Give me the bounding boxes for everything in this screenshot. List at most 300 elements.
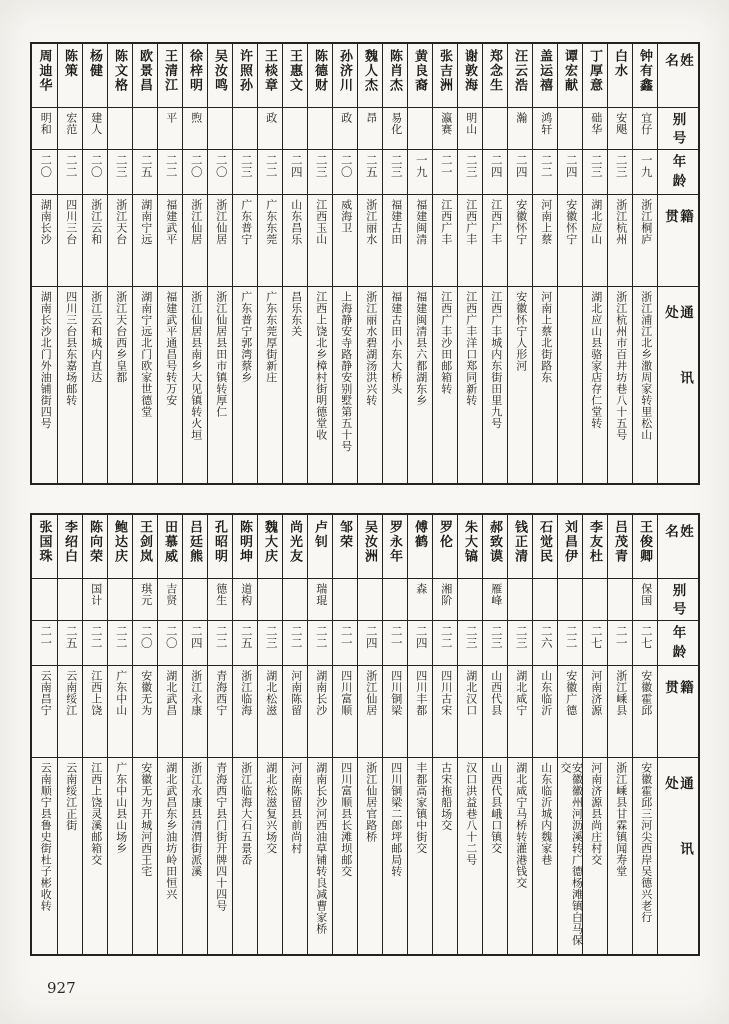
person-address-cell [58,287,82,483]
person-alias: 建人 [89,112,102,135]
person-address-cell [83,758,107,954]
person-age-cell [258,621,282,666]
column-header-age-cell [658,150,698,195]
person-alias: 琪元 [139,583,152,606]
column-header-alias-cell [658,108,698,150]
person-name: 朱大镐 [463,520,478,564]
person-age: 二三 [464,154,477,178]
person-column [357,515,382,954]
person-age-cell [158,621,182,666]
person-alias: 明和 [39,112,52,135]
column-header-name-label: 姓名 [663,524,693,552]
person-age: 二〇 [139,625,152,649]
person-name-cell [508,44,532,108]
person-address: 湖北松滋复兴场交 [264,762,277,854]
person-origin: 广东中山 [114,670,127,716]
person-address-cell [32,287,57,483]
person-name-cell [83,515,107,579]
person-age: 二三 [464,625,477,649]
person-column [282,515,307,954]
person-column [582,515,607,954]
person-age: 二二 [564,625,577,649]
person-column [432,44,457,483]
person-name: 钱正清 [513,520,528,564]
person-age-cell [58,621,82,666]
person-address: 浙江丽水碧湖汤洪兴转 [364,291,377,406]
person-origin: 安徽怀宁 [514,199,527,245]
person-address-cell [283,287,307,483]
person-address-cell [483,287,507,483]
person-age-cell [258,150,282,195]
person-age-cell [383,621,407,666]
person-name-cell [633,515,657,579]
person-address: 浙江永康县清渭街派溪 [189,762,202,877]
person-column [507,515,532,954]
person-origin-cell [633,666,657,758]
person-origin: 云南昌宁 [39,670,52,716]
person-name-cell [183,44,207,108]
person-address: 浙江浦江北乡潵周家转里松山 [639,291,652,441]
person-age-cell [108,621,132,666]
person-alias: 础华 [589,112,602,135]
person-age: 二〇 [89,154,102,178]
person-name: 丁厚意 [588,49,603,93]
person-name: 王惠文 [288,49,303,93]
person-column [282,44,307,483]
person-address: 四川三台县东嘉场邮转 [64,291,77,406]
person-alias-cell [483,108,507,150]
person-alias: 吉贤 [164,583,177,606]
directory-table-bottom [30,513,700,956]
person-alias-cell [633,579,657,621]
person-address: 河南陈留县前尚村 [289,762,302,854]
header-column [657,44,698,483]
person-address-cell [183,758,207,954]
person-name: 傅鹤 [413,520,428,549]
column-header-name-cell [658,44,698,108]
person-alias-cell [308,108,332,150]
person-origin-cell [308,666,332,758]
person-address-cell [458,287,482,483]
person-address: 安徽徽州河沥溪转广德杨滩镇白马保交 [559,762,582,946]
person-name: 陈德财 [313,49,328,93]
person-origin: 四川古宋 [439,670,452,716]
column-header-age-label: 年龄 [670,625,686,664]
person-address: 浙江仙居县田市镇转厚仁 [214,291,227,418]
person-age: 二四 [414,625,427,649]
header-column [657,515,698,954]
person-column [82,44,107,483]
column-header-address-cell [658,287,698,483]
person-name: 王俊卿 [638,520,653,564]
column-header-origin-cell [658,195,698,287]
person-alias: 安飓 [614,112,627,135]
person-name-cell [558,44,582,108]
person-age-cell [633,150,657,195]
person-name: 魏大庆 [263,520,278,564]
person-age-cell [233,621,257,666]
person-alias: 政 [264,112,277,124]
person-name: 陈文格 [113,49,128,93]
person-column [482,44,507,483]
person-age: 二五 [364,154,377,178]
person-address: 广东中山县山场乡 [114,762,127,854]
person-age: 二五 [64,625,77,649]
person-alias: 雁峰 [489,583,502,606]
person-address-cell [333,287,357,483]
person-name: 黄良裔 [413,49,428,93]
person-column [182,515,207,954]
person-name-cell [32,44,57,108]
person-column [332,515,357,954]
person-address: 浙江临海大石五景岙 [239,762,252,866]
person-origin: 浙江仙居 [364,670,377,716]
person-column [307,44,332,483]
person-name-cell [158,44,182,108]
person-age: 二三 [614,154,627,178]
person-address: 浙江杭州市百井坊巷八十五号 [614,291,627,441]
person-name: 杨健 [88,49,103,78]
person-age: 二〇 [39,154,52,178]
person-address: 江西上饶北乡樟村街明德堂收 [314,291,327,441]
person-address: 丰都高家镇中街交 [414,762,427,854]
person-name-cell [283,515,307,579]
person-name-cell [408,515,432,579]
person-origin: 福建武平 [164,199,177,245]
person-column [607,515,632,954]
person-origin-cell [483,195,507,287]
person-age-cell [408,150,432,195]
person-origin-cell [208,195,232,287]
person-age-cell [508,621,532,666]
person-alias-cell [233,579,257,621]
person-alias-cell [283,108,307,150]
column-header-name-label: 姓名 [663,53,693,81]
column-header-alias-cell [658,579,698,621]
column-header-origin-cell [658,666,698,758]
person-age: 二三 [514,625,527,649]
person-name-cell [333,44,357,108]
person-age: 二三 [239,154,252,178]
person-age-cell [483,621,507,666]
person-column [382,515,407,954]
person-address-cell [483,758,507,954]
person-age: 二三 [264,625,277,649]
person-alias-cell [158,108,182,150]
person-origin-cell [108,195,132,287]
person-age-cell [308,621,332,666]
person-age-cell [158,150,182,195]
person-alias: 湘阶 [439,583,452,606]
person-origin: 安徽霍邱 [639,670,652,716]
person-name-cell [533,44,557,108]
person-alias-cell [408,108,432,150]
person-age: 二三 [489,625,502,649]
person-address-cell [558,758,582,954]
person-name: 吴汝洲 [363,520,378,564]
person-address-cell [408,287,432,483]
person-address-cell [158,758,182,954]
person-alias: 宏范 [64,112,77,135]
person-alias-cell [158,579,182,621]
person-age-cell [283,621,307,666]
person-origin-cell [283,195,307,287]
directory-table-top [30,42,700,485]
person-age: 二二 [264,154,277,178]
person-age: 二四 [489,154,502,178]
person-age: 二七 [589,625,602,649]
person-name-cell [583,44,607,108]
column-header-address-label: 通讯处 [663,305,693,436]
person-age: 二〇 [214,154,227,178]
person-name-cell [483,515,507,579]
person-alias-cell [183,108,207,150]
person-origin-cell [383,666,407,758]
person-column [232,515,257,954]
person-column [307,515,332,954]
person-address-cell [333,758,357,954]
person-column [182,44,207,483]
person-name: 刘昌伊 [563,520,578,564]
person-age: 二五 [139,154,152,178]
person-address: 云南绥江正街 [64,762,77,831]
person-name: 王剑岚 [138,520,153,564]
person-name-cell [108,515,132,579]
person-column [557,44,582,483]
person-age: 二二 [64,154,77,178]
person-address-cell [383,287,407,483]
person-name: 魏人杰 [363,49,378,93]
person-origin: 江西广丰 [464,199,477,245]
person-age: 一九 [414,154,427,178]
person-alias-cell [508,579,532,621]
person-alias-cell [558,579,582,621]
person-alias-cell [383,108,407,150]
person-alias-cell [433,579,457,621]
person-address: 河南济源县尚庄村交 [589,762,602,866]
person-origin: 河南上蔡 [539,199,552,245]
person-name: 白水 [613,49,628,78]
person-origin-cell [458,666,482,758]
person-origin: 浙江丽水 [364,199,377,245]
person-alias-cell [208,579,232,621]
person-address: 安徽怀宁人形河 [514,291,527,372]
person-age-cell [483,150,507,195]
person-origin: 广东东莞 [264,199,277,245]
person-origin: 浙江杭州 [614,199,627,245]
person-column [257,515,282,954]
person-column [457,44,482,483]
person-origin-cell [433,666,457,758]
person-age: 二四 [189,625,202,649]
person-column [32,44,57,483]
person-column [432,515,457,954]
person-age-cell [633,621,657,666]
person-name: 谭宏献 [563,49,578,93]
person-address: 湖北武昌东乡油坊岭田恒兴 [164,762,177,900]
person-alias-cell [208,108,232,150]
person-origin: 浙江仙居 [189,199,202,245]
person-address-cell [458,758,482,954]
person-name-cell [458,515,482,579]
person-origin-cell [608,195,632,287]
person-age-cell [283,150,307,195]
person-name: 孔昭明 [213,520,228,564]
person-alias-cell [608,108,632,150]
person-age-cell [433,621,457,666]
person-origin-cell [408,666,432,758]
person-age-cell [608,621,632,666]
person-address-cell [308,287,332,483]
person-origin: 福建闽清 [414,199,427,245]
person-name-cell [58,44,82,108]
person-age: 二二 [439,625,452,649]
person-alias: 瑞琨 [314,583,327,606]
person-alias-cell [583,108,607,150]
person-origin: 浙江天台 [114,199,127,245]
person-origin: 湖北应山 [589,199,602,245]
person-origin: 威海卫 [339,199,352,234]
person-name-cell [558,515,582,579]
person-age-cell [183,621,207,666]
person-origin-cell [158,666,182,758]
person-name: 田慕威 [163,520,178,564]
person-alias: 森 [414,583,427,595]
person-name-cell [83,44,107,108]
person-column [607,44,632,483]
person-origin: 湖北咸宁 [514,670,527,716]
person-origin: 江西广丰 [439,199,452,245]
person-name: 罗伦 [438,520,453,549]
person-age-cell [558,621,582,666]
person-origin: 浙江永康 [189,670,202,716]
person-address: 广东东莞厚街新庄 [264,291,277,383]
person-origin-cell [358,195,382,287]
person-address: 江西广丰洋口郑同新转 [464,291,477,406]
person-origin-cell [32,195,57,287]
person-address: 古宋拖船场交 [439,762,452,831]
person-name-cell [483,44,507,108]
person-origin: 湖南长沙 [39,199,52,245]
person-origin-cell [83,666,107,758]
person-age: 二三 [389,154,402,178]
person-age: 二一 [439,154,452,178]
person-age-cell [358,621,382,666]
person-name: 盖运禧 [538,49,553,93]
person-address-cell [633,287,657,483]
person-age-cell [133,150,157,195]
person-alias-cell [233,108,257,150]
person-column [82,515,107,954]
person-origin: 湖南宁远 [139,199,152,245]
person-origin-cell [383,195,407,287]
person-origin: 湖北松滋 [264,670,277,716]
person-age: 二四 [289,154,302,178]
column-header-origin-label: 籍贯 [663,680,693,720]
person-origin-cell [158,195,182,287]
column-header-age-cell [658,621,698,666]
person-address-cell [208,758,232,954]
person-origin-cell [533,666,557,758]
person-name-cell [383,515,407,579]
person-name-cell [608,515,632,579]
person-alias-cell [408,579,432,621]
person-address: 山东临沂城内魏家巷 [539,762,552,866]
person-alias: 德生 [214,583,227,606]
person-address: 浙江云和城内直达 [89,291,102,383]
person-name-cell [133,44,157,108]
person-address-cell [433,287,457,483]
person-address: 福建古田小东大桥头 [389,291,402,395]
person-alias-cell [583,579,607,621]
person-name: 郑念生 [488,49,503,93]
person-alias: 明山 [464,112,477,135]
person-age: 二〇 [164,625,177,649]
person-origin-cell [233,195,257,287]
person-alias-cell [333,108,357,150]
person-name: 欧景昌 [138,49,153,93]
person-age: 二四 [364,625,377,649]
person-origin: 浙江嵊县 [614,670,627,716]
person-address-cell [208,287,232,483]
person-age-cell [383,150,407,195]
person-age: 二一 [614,625,627,649]
person-address: 汉口洪益巷八十二号 [464,762,477,866]
person-age-cell [458,150,482,195]
person-age-cell [32,621,57,666]
person-alias-cell [458,579,482,621]
column-header-address-cell [658,758,698,954]
person-name: 郝致谟 [488,520,503,564]
person-address-cell [383,758,407,954]
person-age-cell [333,621,357,666]
person-age: 二一 [339,625,352,649]
person-origin-cell [32,666,57,758]
person-address: 福建武平通昌号转万安 [164,291,177,406]
person-address-cell [32,758,57,954]
person-address: 福建闽清县六都湖东乡 [414,291,427,406]
person-alias-cell [608,579,632,621]
person-age-cell [108,150,132,195]
person-alias-cell [258,108,282,150]
person-alias-cell [32,579,57,621]
person-name: 尚光友 [288,520,303,564]
person-alias: 煦 [189,112,202,124]
person-alias: 道构 [239,583,252,606]
person-address-cell [358,758,382,954]
person-address: 山西代县峨口镇交 [489,762,502,854]
person-name-cell [58,515,82,579]
person-origin-cell [258,666,282,758]
person-alias-cell [333,579,357,621]
person-column [482,515,507,954]
person-name: 许照孙 [238,49,253,93]
person-age-cell [358,150,382,195]
person-age-cell [32,150,57,195]
person-column [132,515,157,954]
person-name: 罗永年 [388,520,403,564]
person-origin-cell [633,195,657,287]
person-address: 云南顺宁县鲁史街杜子彬收转 [39,762,52,912]
person-age-cell [83,150,107,195]
person-name: 汪云浩 [513,49,528,93]
person-origin: 浙江仙居 [214,199,227,245]
person-address: 浙江嵊县甘霖镇闻寿堂 [614,762,627,877]
person-origin-cell [183,195,207,287]
person-origin-cell [558,666,582,758]
person-origin: 江西玉山 [314,199,327,245]
person-column [107,515,132,954]
